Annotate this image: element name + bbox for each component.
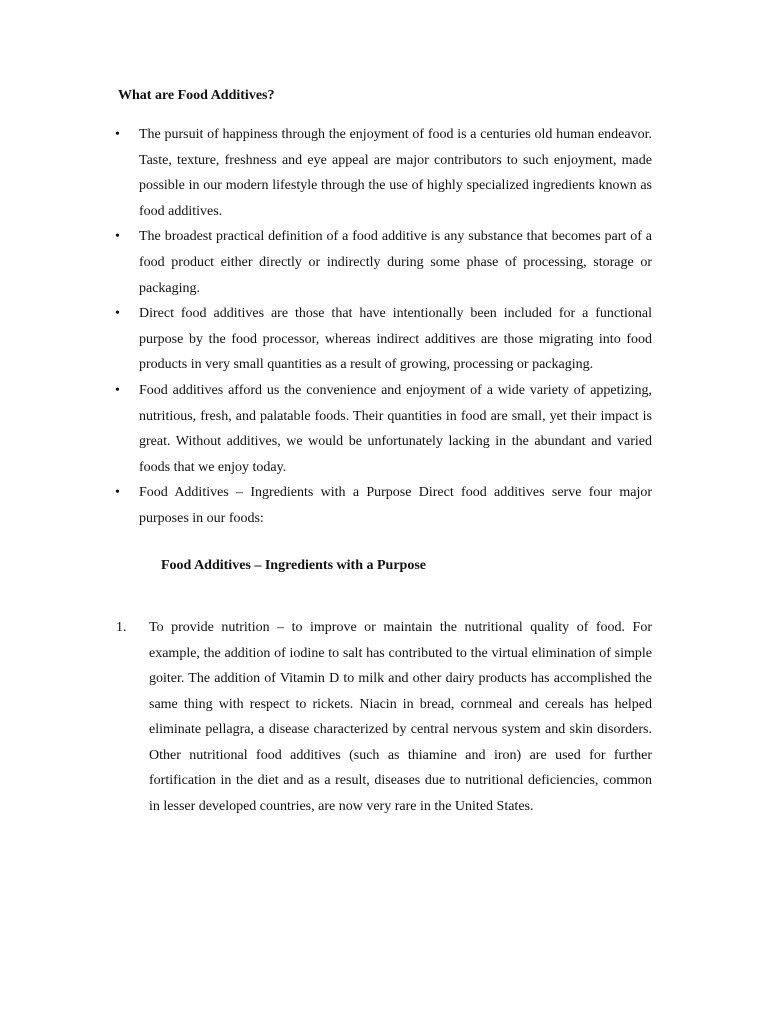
numbered-item-1 [116,615,652,819]
bullet-dot-icon: • [115,127,120,142]
bullet-text-4: Food additives afford us the convenience and enjoyment of a wide variety of appetizing, nutritious, fresh, and palatable foods. Their quantities in food are small, yet their impact is great. Without additives, we would be unfortunately lacking in the abundant and varied foods that we enjoy today. [139,382,652,475]
numbered-list [116,615,652,819]
bullet-dot-icon: • [115,306,120,322]
bullet-text-3: Direct food additives are those that have intentionally been included for a functional purpose by the food processor, whereas indirect additives are those migrating into food products in very small quantities as a result of growing, processing or packaging. [139,306,652,373]
bullet-list [112,122,652,532]
bullet-text-2: The broadest practical definition of a food additive is any substance that becomes part of a food product either directly or indirectly during some phase of processing, storage or packaging. [139,229,652,296]
bullet-item-4 [112,378,652,480]
bullet-dot-icon: • [115,229,120,245]
bullet-item-2 [112,224,652,301]
bullet-item-1 [112,122,652,224]
bullet-text-1: The pursuit of happiness through the enjoyment of food is a centuries old human endeavor. Taste, texture, freshness and eye appeal are major contributors to such enjoyment, made possible in our modern lifestyle through the use of highly specialized ingredients known as food additives. [139,127,652,219]
bullet-dot-icon: • [115,485,120,501]
bullet-text-5: Food Additives – Ingredients with a Purpose Direct food additives serve four major purposes in our foods: [139,485,652,526]
numbered-text-1: To provide nutrition – to improve or maintain the nutritional quality of food. For example, the addition of iodine to salt has contributed to the virtual elimination of simple goiter. The addition of Vitamin D to milk and other dairy products has accomplished the same thing with respect to rickets. Niacin in bread, cornmeal and cereals has helped eliminate pellagra, a disease characterized by central nervous system and skin disorders. Other nutritional food additives (such as thiamine and iron) are used for further fortification in the diet and as a result, diseases due to nutritional deficiencies, common in lesser developed countries, are now very rare in the United States. [149,620,652,814]
bullet-item-5 [112,480,652,531]
document-title: What are Food Additives? [118,88,275,103]
numbered-marker: 1. [116,620,127,635]
bullet-dot-icon: • [115,382,120,398]
section-subheading: Food Additives – Ingredients with a Purpose [161,558,426,573]
bullet-item-3 [112,301,652,378]
